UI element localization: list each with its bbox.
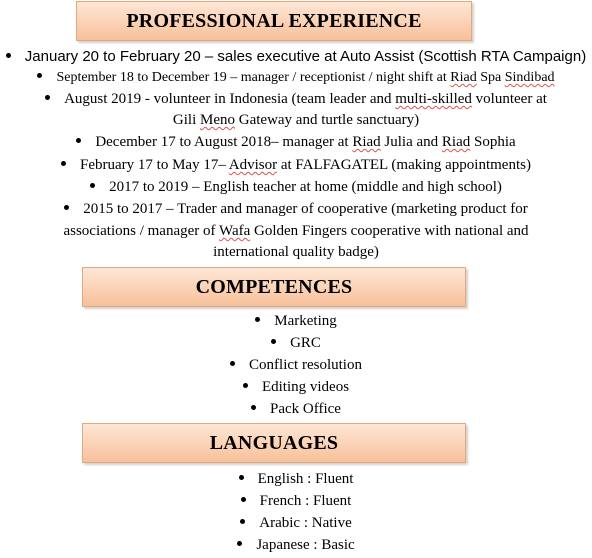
experience-item: 2015 to 2017 – Trader and manager of cooperative (marketing product for [0, 199, 592, 220]
bullet-icon [240, 519, 245, 524]
bullet-icon [243, 383, 248, 388]
experience-item-continuation: Gili Meno Gateway and turtle sanctuary) [172, 112, 420, 128]
competence-item: GRC [0, 333, 592, 354]
competence-item: Marketing [0, 311, 592, 332]
bullet-icon [90, 183, 95, 188]
languages-heading [82, 423, 466, 463]
bullet-icon [241, 497, 246, 502]
bullet-icon [64, 205, 69, 210]
experience-item: February 17 to May 17– Advisor at FALFAGATEL (making appointments) [0, 155, 592, 176]
bullet-icon [76, 138, 81, 143]
experience-item: August 2019 - volunteer in Indonesia (team leader and multi-skilled volunteer at [0, 89, 592, 110]
language-item: Japanese : Basic [0, 535, 592, 556]
language-item: French : Fluent [0, 491, 592, 512]
bullet-icon [6, 53, 11, 58]
competence-item: Pack Office [0, 399, 592, 420]
bullet-icon [251, 405, 256, 410]
bullet-icon [255, 317, 260, 322]
competence-item: Editing videos [0, 377, 592, 398]
bullet-icon [237, 541, 242, 546]
bullet-icon [61, 161, 66, 166]
competences-heading [82, 267, 466, 307]
language-item: English : Fluent [0, 469, 592, 490]
competence-item: Conflict resolution [0, 355, 592, 376]
bullet-icon [239, 475, 244, 480]
experience-item: December 17 to August 2018– manager at Riad Julia and Riad Sophia [0, 132, 592, 153]
bullet-icon [271, 339, 276, 344]
languages-title: LANGUAGES [209, 431, 339, 454]
experience-item-continuation: international quality badge) [213, 244, 379, 260]
bullet-icon [45, 95, 50, 100]
professional-experience-title: PROFESSIONAL EXPERIENCE [126, 9, 422, 32]
experience-item: January 20 to February 20 – sales executive at Auto Assist (Scottish RTA Campaign) [0, 46, 592, 67]
competences-title: COMPETENCES [195, 275, 353, 298]
bullet-icon [230, 361, 235, 366]
language-item: Arabic : Native [0, 513, 592, 534]
experience-item: 2017 to 2019 – English teacher at home (middle and high school) [0, 177, 592, 198]
experience-item: September 18 to December 19 – manager / receptionist / night shift at Riad Spa Sindibad [0, 67, 592, 88]
professional-experience-heading [76, 1, 472, 41]
bullet-icon [37, 73, 42, 78]
experience-item-continuation: associations / manager of Wafa Golden Fingers cooperative with national and [63, 223, 529, 239]
